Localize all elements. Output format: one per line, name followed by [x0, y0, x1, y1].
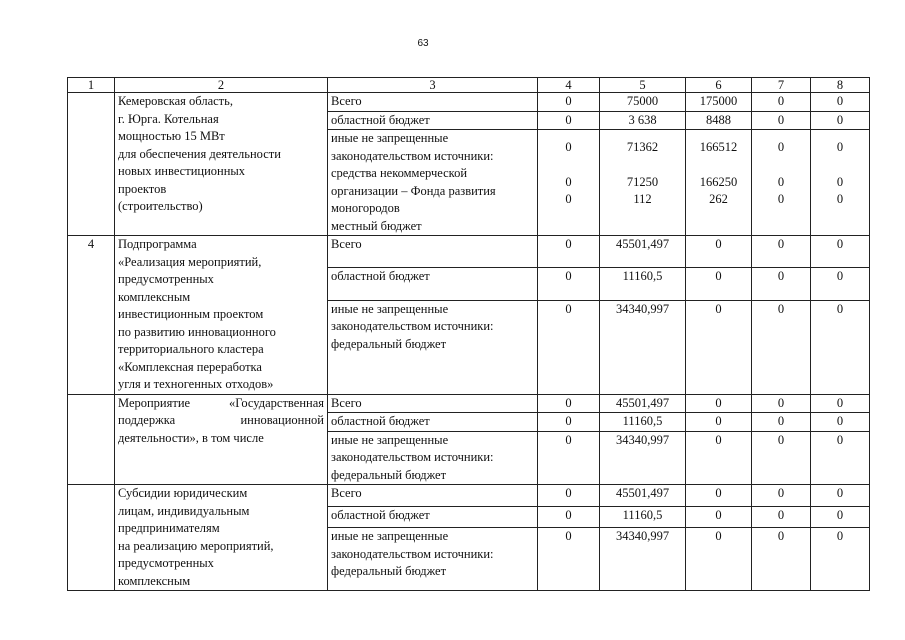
header-row	[68, 78, 870, 93]
source-cell: Всего	[328, 394, 538, 413]
value-cell: 0	[686, 431, 752, 485]
item-name-cell: Кемеровская область, г. Юрга. Котельная мощностью 15 МВт для обеспечения деятельности новых инвестиционных проектов (строительство)	[115, 93, 328, 236]
value-cell: 0	[752, 300, 811, 394]
value-cell: 3 638	[600, 111, 686, 130]
value: 0	[777, 140, 785, 154]
value-cell: 0	[752, 431, 811, 485]
row-number-cell	[68, 93, 115, 236]
value-cell: 0	[752, 93, 811, 112]
value-cell: 0	[811, 485, 870, 507]
source-cell: областной бюджет	[328, 413, 538, 432]
table-row	[68, 236, 870, 268]
value-cell: 0	[686, 236, 752, 268]
value-cell: 0	[752, 485, 811, 507]
value: 0	[836, 140, 844, 154]
budget-table	[67, 77, 870, 591]
page-number: 63	[417, 38, 429, 49]
value-cell: 45501,497	[600, 394, 686, 413]
item-name-cell: Субсидии юридическим лицам, индивидуальным предпринимателям на реализацию мероприятий, предусмотренных комплексным	[115, 485, 328, 591]
value-cell: 0	[686, 506, 752, 528]
value-cell: 0	[538, 413, 600, 432]
value-cell: 0	[752, 394, 811, 413]
value-cell: 0	[538, 268, 600, 300]
value-cell: 0	[538, 236, 600, 268]
value-cell: 0	[811, 506, 870, 528]
value-cell: 34340,997	[600, 300, 686, 394]
table-row	[68, 93, 870, 112]
value-pair: 166250 262	[699, 174, 738, 206]
value-pair: 71250 112	[626, 174, 659, 206]
row-number-cell	[68, 485, 115, 591]
value-cell: 0	[811, 268, 870, 300]
value-cell: 175000	[686, 93, 752, 112]
value-cell: 0	[686, 413, 752, 432]
source-cell: иные не запрещенные законодательством источники: федеральный бюджет	[328, 300, 538, 394]
value-cell: 0	[752, 506, 811, 528]
value-cell	[811, 130, 870, 236]
value-cell	[686, 130, 752, 236]
value-cell: 0	[538, 93, 600, 112]
source-cell: областной бюджет	[328, 111, 538, 130]
source-cell: Всего	[328, 93, 538, 112]
value-cell: 0	[538, 300, 600, 394]
value-cell: 0	[811, 111, 870, 130]
value-cell: 34340,997	[600, 528, 686, 591]
value-cell: 0	[752, 236, 811, 268]
source-cell: иные не запрещенные законодательством источники: федеральный бюджет	[328, 528, 538, 591]
value-pair: 0 0	[777, 174, 785, 206]
header-cell: 6	[686, 78, 752, 93]
value-cell: 0	[686, 485, 752, 507]
value-cell: 8488	[686, 111, 752, 130]
value-cell: 0	[752, 413, 811, 432]
value: 71362	[626, 140, 659, 154]
value-cell: 11160,5	[600, 268, 686, 300]
value-cell: 0	[752, 111, 811, 130]
value-cell: 0	[811, 300, 870, 394]
header-cell: 5	[600, 78, 686, 93]
header-cell: 2	[115, 78, 328, 93]
value-cell	[752, 130, 811, 236]
value-cell: 0	[538, 111, 600, 130]
value-cell: 0	[811, 413, 870, 432]
source-cell: иные не запрещенные законодательством источники: средства некоммерческой организации – Фонда развития моногородов местный бюджет	[328, 130, 538, 236]
value-cell: 0	[811, 431, 870, 485]
value-cell: 0	[811, 93, 870, 112]
value-cell: 11160,5	[600, 506, 686, 528]
header-cell: 4	[538, 78, 600, 93]
header-cell: 7	[752, 78, 811, 93]
source-cell: иные не запрещенные законодательством источники: федеральный бюджет	[328, 431, 538, 485]
row-number-cell: 4	[68, 236, 115, 395]
value-cell: 45501,497	[600, 485, 686, 507]
value-cell: 75000	[600, 93, 686, 112]
header-cell: 1	[68, 78, 115, 93]
value-cell: 0	[811, 528, 870, 591]
value-cell: 0	[538, 394, 600, 413]
value-cell: 0	[752, 268, 811, 300]
header-cell: 8	[811, 78, 870, 93]
source-cell: Всего	[328, 236, 538, 268]
source-cell: Всего	[328, 485, 538, 507]
value-cell: 0	[538, 485, 600, 507]
value: 0	[565, 140, 572, 154]
header-cell: 3	[328, 78, 538, 93]
table-row	[68, 485, 870, 507]
source-cell: областной бюджет	[328, 268, 538, 300]
source-cell: областной бюджет	[328, 506, 538, 528]
value-cell: 0	[686, 394, 752, 413]
value-cell	[600, 130, 686, 236]
value-cell: 0	[811, 394, 870, 413]
value-cell: 0	[686, 528, 752, 591]
value-cell: 34340,997	[600, 431, 686, 485]
item-name-cell: Мероприятие «Государственная поддержка инновационной деятельности», в том числе	[115, 394, 328, 485]
value-cell: 0	[686, 300, 752, 394]
value-cell: 45501,497	[600, 236, 686, 268]
value-cell: 0	[538, 506, 600, 528]
table-row	[68, 394, 870, 413]
value-cell: 0	[686, 268, 752, 300]
value-cell: 0	[752, 528, 811, 591]
value-cell: 0	[538, 528, 600, 591]
value-cell: 0	[811, 236, 870, 268]
item-name-cell: Подпрограмма «Реализация мероприятий, предусмотренных комплексным инвестиционным проектом по развитию инновационного территориального кластера «Комплексная переработка угля и техногенных отходов»	[115, 236, 328, 395]
value-pair: 0 0	[836, 174, 844, 206]
value-cell	[538, 130, 600, 236]
value-cell: 11160,5	[600, 413, 686, 432]
value-pair: 0 0	[565, 174, 572, 206]
value-cell: 0	[538, 431, 600, 485]
row-number-cell	[68, 394, 115, 485]
value: 166512	[699, 140, 738, 154]
